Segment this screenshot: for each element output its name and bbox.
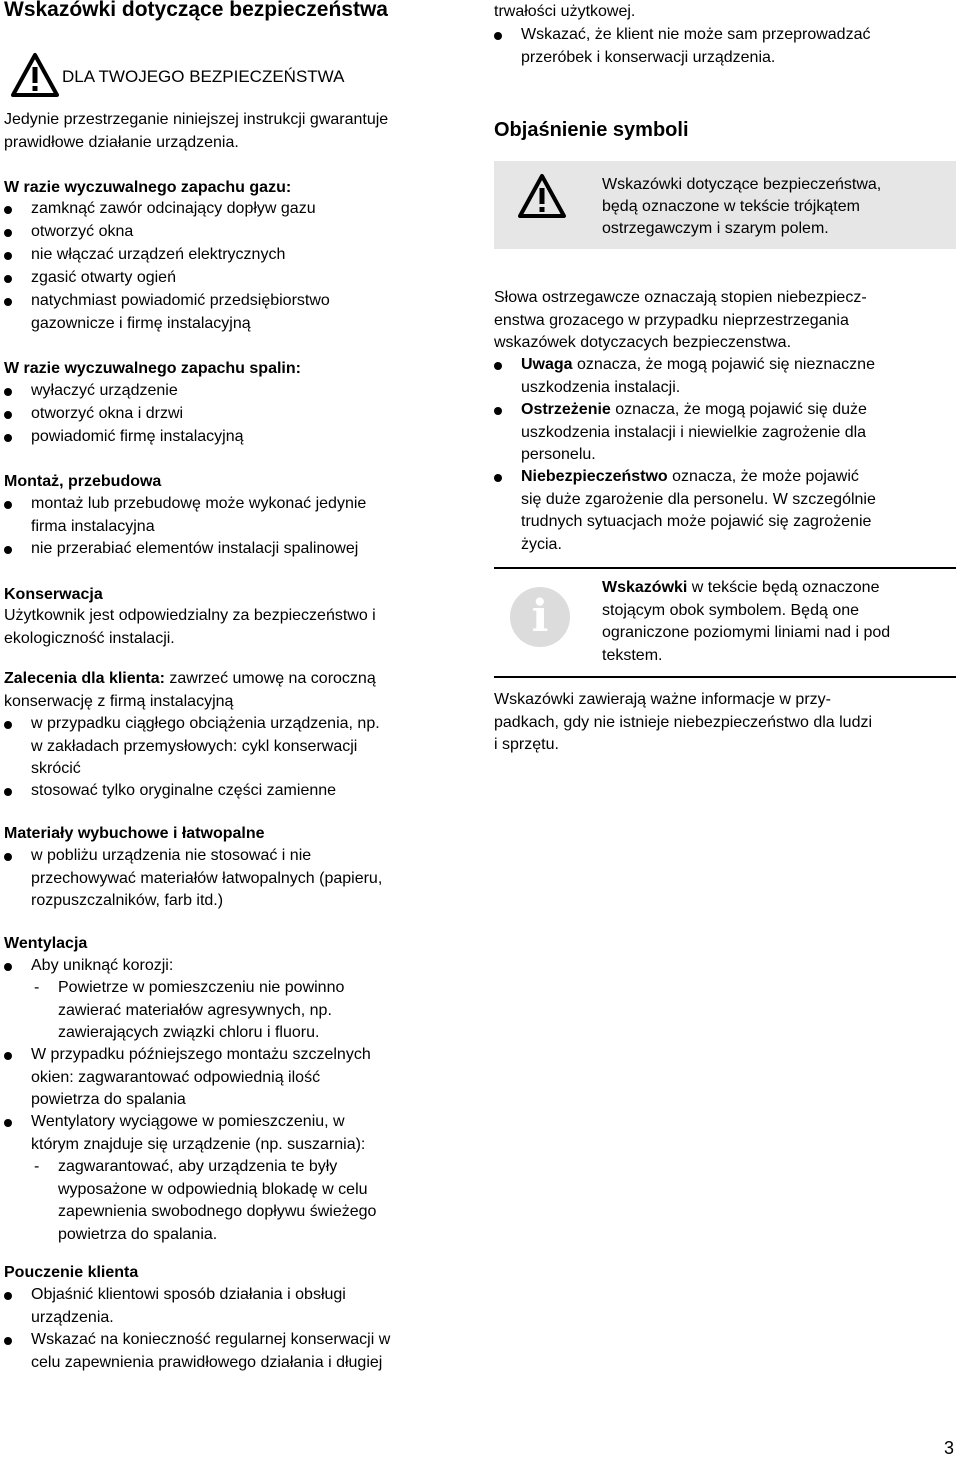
list-item: w przypadku ciągłego obciążenia urządzenia, np. w zakładach przemysłowych: cykl konserwacji skrócić [31, 715, 380, 777]
warning-box-text: Wskazówki dotyczące bezpieczeństwa, będą oznaczone w tekście trójkątem ostrzegawczym i szarym polem. [602, 176, 882, 237]
list-item: Wskazać na konieczność regularnej konserwacji w celu zapewnienia prawidłowego działania i długiej [31, 1331, 391, 1371]
info-icon: i [510, 587, 570, 647]
signal-words-text: Słowa ostrzegawcze oznaczają stopien niebezpiecz- enstwa grozacego w przypadku nieprzestrzegania wskazówek dotyczacych bezpieczenstwa. [494, 289, 867, 351]
page-number: 3 [943, 1438, 954, 1458]
dash-mark: - [34, 979, 40, 996]
bullet [4, 853, 12, 861]
bullet [4, 298, 12, 306]
explosive-heading: Materiały wybuchowe i łatwopalne [4, 825, 265, 842]
bullet [494, 407, 502, 415]
flue-heading: W razie wyczuwalnego zapachu spalin: [4, 360, 301, 377]
bullet [4, 275, 12, 283]
warning-triangle-icon [10, 52, 60, 98]
list-item: natychmiast powiadomić przedsiębiorstwo gazownicze i firmę instalacyjną [31, 292, 330, 332]
list-item: otworzyć okna i drzwi [31, 405, 184, 422]
page-title: Wskazówki dotyczące bezpieczeństwa [4, 0, 388, 21]
dash-mark: - [34, 1158, 40, 1175]
list-item: powiadomić firmę instalacyjną [31, 428, 244, 445]
bullet [4, 721, 12, 729]
bullet [4, 1337, 12, 1345]
divider [494, 567, 956, 569]
bullet [494, 474, 502, 482]
maint-text: Użytkownik jest odpowiedzialny za bezpieczeństwo i ekologiczność instalacji. [4, 607, 376, 647]
bullet [4, 788, 12, 796]
continued-text: trwałości użytkowej. [494, 3, 636, 20]
warning-triangle-icon [517, 173, 567, 219]
bullet [4, 434, 12, 442]
list-item: otworzyć okna [31, 223, 134, 240]
safety-heading: DLA TWOJEGO BEZPIECZEŃSTWA [62, 67, 345, 86]
info-text: Wskazówki w tekście będą oznaczone stojącym obok symbolem. Będą one ograniczone poziomymi liniami nad i pod tekstem. [602, 579, 891, 664]
list-item: Wskazać, że klient nie może sam przeprowadzać przeróbek i konserwacji urządzenia. [521, 26, 871, 66]
bullet [4, 252, 12, 260]
list-item: nie przerabiać elementów instalacji spalinowej [31, 540, 359, 557]
list-item: zamknąć zawór odcinający dopływ gazu [31, 200, 316, 217]
divider [494, 676, 956, 678]
gas-heading: W razie wyczuwalnego zapachu gazu: [4, 179, 292, 196]
list-item: nie włączać urządzeń elektrycznych [31, 246, 286, 263]
list-item: w pobliżu urządzenia nie stosować i nie przechowywać materiałów łatwopalnych (papieru, rozpuszczalników, farb itd.) [31, 847, 383, 909]
list-item: wyłaczyć urządzenie [31, 382, 178, 399]
list-item: Ostrzeżenie oznacza, że mogą pojawić się duże uszkodzenia instalacji i niewielkie zagrożenie dla personelu. [521, 401, 867, 463]
list-item: Niebezpieczeństwo oznacza, że może pojawić się duże zgarożenie dla personelu. W szczególnie trudnych sytuacjach może pojawić się zagrożenie życia. [521, 468, 876, 553]
vent-heading: Wentylacja [4, 935, 88, 952]
bullet [4, 1119, 12, 1127]
important-text: Wskazówki zawierają ważne informacje w przy- padkach, gdy nie istnieje niebezpieczeństwo dla ludzi i sprzętu. [494, 691, 873, 753]
recommend-text: Zalecenia dla klienta: zawrzeć umowę na coroczną konserwację z firmą instalacyjną [4, 670, 376, 710]
bullet [4, 388, 12, 396]
symbols-heading: Objaśnienie symboli [494, 119, 689, 141]
bullet [4, 206, 12, 214]
bullet [4, 1052, 12, 1060]
list-item: Uwaga oznacza, że mogą pojawić się nieznaczne uszkodzenia instalacji. [521, 356, 875, 396]
list-item: stosować tylko oryginalne części zamienne [31, 782, 337, 799]
list-item: Objaśnić klientowi sposób działania i obsługi urządzenia. [31, 1286, 346, 1326]
bullet [4, 1292, 12, 1300]
sub-list-item: zagwarantować, aby urządzenia te były wyposażone w odpowiednią blokadę w celu zapewnienia swobodnego dopływu świeżego powietrza do spalania. [58, 1158, 377, 1243]
bullet [4, 411, 12, 419]
list-item: montaż lub przebudowę może wykonać jedynie firma instalacyjna [31, 495, 367, 535]
list-item: Aby uniknąć korozji: [31, 957, 174, 974]
list-item: Wentylatory wyciągowe w pomieszczeniu, w którym znajduje się urządzenie (np. suszarnia): [31, 1113, 366, 1153]
mount-heading: Montaż, przebudowa [4, 473, 162, 490]
bullet [4, 546, 12, 554]
customer-heading: Pouczenie klienta [4, 1264, 139, 1281]
bullet [4, 501, 12, 509]
intro-text: Jedynie przestrzeganie niniejszej instrukcji gwarantuje prawidłowe działanie urządzenia. [4, 111, 389, 151]
warning-box [494, 161, 956, 249]
list-item: zgasić otwarty ogień [31, 269, 176, 286]
bullet [4, 229, 12, 237]
bullet [494, 32, 502, 40]
maint-heading: Konserwacja [4, 586, 103, 603]
bullet [4, 963, 12, 971]
bullet [494, 362, 502, 370]
sub-list-item: Powietrze w pomieszczeniu nie powinno zawierać materiałów agresywnych, np. zawierających związki chloru i fluoru. [58, 979, 345, 1041]
list-item: W przypadku późniejszego montażu szczelnych okien: zagwarantować odpowiednią ilość powietrza do spalania [31, 1046, 371, 1108]
